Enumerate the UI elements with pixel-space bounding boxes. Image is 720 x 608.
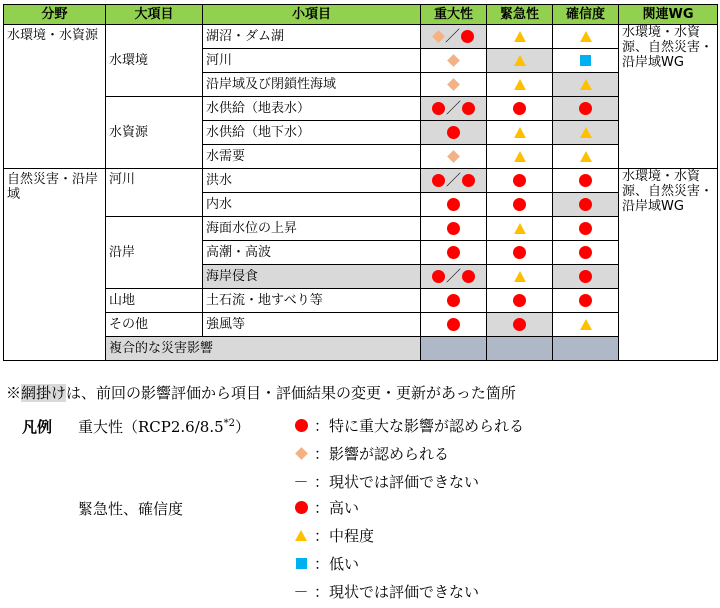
compound-disaster-cell: 複合的な災害影響 — [106, 337, 421, 361]
diamond-icon — [432, 30, 445, 43]
severity-cell — [421, 289, 487, 313]
item-cell: 洪水 — [203, 169, 421, 193]
dash-icon: － — [293, 582, 309, 601]
confidence-cell — [553, 121, 619, 145]
field-water: 水環境・水資源 — [4, 25, 106, 169]
urgency-cell — [487, 313, 553, 337]
related-wg-disaster: 水環境・水資源、自然災害・沿岸域WG — [619, 169, 718, 361]
red-circle-icon — [579, 222, 592, 235]
diamond-icon — [447, 150, 460, 163]
item-cell: 湖沼・ダム湖 — [203, 25, 421, 49]
field-disaster: 自然災害・沿岸域 — [4, 169, 106, 361]
red-circle-icon — [447, 294, 460, 307]
category-river: 河川 — [106, 169, 203, 217]
confidence-cell — [553, 169, 619, 193]
severity-cell — [421, 313, 487, 337]
related-wg-water: 水環境・水資源、自然災害・沿岸域WG — [619, 25, 718, 169]
slash-separator: ／ — [444, 27, 460, 45]
category-water-res: 水資源 — [106, 97, 203, 169]
item-cell: 河川 — [203, 49, 421, 73]
confidence-cell — [553, 265, 619, 289]
confidence-cell — [553, 73, 619, 97]
red-circle-icon — [579, 246, 592, 259]
triangle-icon — [514, 151, 526, 162]
table-row — [4, 337, 718, 361]
item-cell: 海岸侵食 — [203, 265, 421, 289]
triangle-icon — [514, 127, 526, 138]
item-cell: 海面水位の上昇 — [203, 217, 421, 241]
item-cell: 水供給（地表水） — [203, 97, 421, 121]
confidence-cell — [553, 145, 619, 169]
red-circle-icon — [462, 174, 475, 187]
red-circle-icon — [579, 294, 592, 307]
severity-cell — [421, 49, 487, 73]
red-circle-icon — [295, 501, 308, 514]
header-row — [4, 5, 718, 25]
diamond-icon — [447, 54, 460, 67]
header-confidence: 確信度 — [553, 5, 619, 25]
legend-row — [290, 470, 479, 492]
red-circle-icon — [447, 198, 460, 211]
red-circle-icon — [513, 198, 526, 211]
red-circle-icon — [447, 222, 460, 235]
urgency-cell — [487, 145, 553, 169]
red-circle-icon — [579, 198, 592, 211]
legend-text: ：低い — [314, 554, 360, 573]
triangle-icon — [514, 55, 526, 66]
confidence-cell — [553, 193, 619, 217]
severity-label-close: ） — [235, 418, 251, 436]
legend-severity-label — [78, 416, 250, 437]
legend-urgency-label: 緊急性、確信度 — [78, 500, 184, 518]
urgency-cell — [487, 265, 553, 289]
item-cell: 水需要 — [203, 145, 421, 169]
change-note — [6, 382, 516, 403]
table-row — [4, 217, 718, 241]
item-cell: 水供給（地下水） — [203, 121, 421, 145]
header-field: 分野 — [4, 5, 106, 25]
urgency-cell — [487, 169, 553, 193]
triangle-icon — [514, 223, 526, 234]
category-mountain: 山地 — [106, 289, 203, 313]
legend-text: ：高い — [314, 498, 360, 517]
severity-cell — [421, 265, 487, 289]
red-circle-icon — [447, 126, 460, 139]
severity-label-text: 重大性（RCP2.6/8.5 — [78, 418, 224, 436]
urgency-cell — [487, 241, 553, 265]
legend-text: ：影響が認められる — [314, 444, 450, 463]
category-coast: 沿岸 — [106, 217, 203, 289]
legend-row — [290, 524, 374, 546]
red-circle-icon — [579, 174, 592, 187]
red-circle-icon — [461, 30, 474, 43]
urgency-cell — [487, 73, 553, 97]
table-row — [4, 25, 718, 49]
legend-text: ：現状では評価できない — [314, 472, 480, 491]
severity-cell — [421, 121, 487, 145]
triangle-icon — [514, 271, 526, 282]
confidence-cell — [553, 241, 619, 265]
legend — [0, 404, 720, 604]
urgency-cell — [487, 121, 553, 145]
red-circle-icon — [432, 174, 445, 187]
blue-square-icon — [296, 558, 307, 569]
severity-cell — [421, 241, 487, 265]
red-circle-icon — [513, 294, 526, 307]
red-circle-icon — [432, 270, 445, 283]
red-circle-icon — [462, 270, 475, 283]
urgency-cell — [487, 49, 553, 73]
impact-assessment-table — [3, 4, 718, 361]
severity-cell — [421, 193, 487, 217]
urgency-cell — [487, 337, 553, 361]
red-circle-icon — [513, 102, 526, 115]
red-circle-icon — [447, 246, 460, 259]
triangle-icon — [514, 79, 526, 90]
confidence-cell — [553, 337, 619, 361]
slash-separator: ／ — [445, 99, 461, 117]
item-cell: 土石流・地すべり等 — [203, 289, 421, 313]
triangle-icon — [580, 31, 592, 42]
severity-footnote: *2 — [223, 418, 236, 429]
red-circle-icon — [579, 270, 592, 283]
category-water-env: 水環境 — [106, 25, 203, 97]
note-prefix: ※ — [6, 384, 22, 402]
severity-cell — [421, 145, 487, 169]
item-cell: 内水 — [203, 193, 421, 217]
confidence-cell — [553, 97, 619, 121]
red-circle-icon — [462, 102, 475, 115]
legend-row — [290, 580, 479, 602]
note-highlight: 網掛け — [21, 384, 67, 402]
header-urgency: 緊急性 — [487, 5, 553, 25]
header-severity: 重大性 — [421, 5, 487, 25]
red-circle-icon — [295, 419, 308, 432]
triangle-icon — [580, 127, 592, 138]
item-cell: 高潮・高波 — [203, 241, 421, 265]
triangle-icon — [514, 31, 526, 42]
red-circle-icon — [447, 318, 460, 331]
header-item: 小項目 — [203, 5, 421, 25]
slash-separator: ／ — [445, 267, 461, 285]
triangle-icon — [580, 319, 592, 330]
note-text: は、前回の影響評価から項目・評価結果の変更・更新があった箇所 — [66, 384, 516, 402]
diamond-icon — [447, 78, 460, 91]
item-cell: 沿岸域及び閉鎖性海域 — [203, 73, 421, 97]
red-circle-icon — [432, 102, 445, 115]
confidence-cell — [553, 289, 619, 313]
legend-text: ：現状では評価できない — [314, 582, 480, 601]
confidence-cell — [553, 25, 619, 49]
header-related-wg: 関連WG — [619, 5, 718, 25]
legend-row — [290, 414, 524, 436]
severity-cell — [421, 73, 487, 97]
confidence-cell — [553, 313, 619, 337]
slash-separator: ／ — [445, 171, 461, 189]
confidence-cell — [553, 217, 619, 241]
table-row — [4, 97, 718, 121]
diamond-icon — [295, 447, 308, 460]
red-circle-icon — [513, 174, 526, 187]
triangle-icon — [295, 530, 307, 541]
severity-cell — [421, 169, 487, 193]
legend-title: 凡例 — [22, 418, 53, 436]
table-row — [4, 169, 718, 193]
legend-row — [290, 552, 359, 574]
urgency-cell — [487, 25, 553, 49]
item-cell: 強風等 — [203, 313, 421, 337]
legend-row — [290, 496, 359, 518]
urgency-cell — [487, 289, 553, 313]
severity-cell — [421, 337, 487, 361]
severity-cell — [421, 25, 487, 49]
table-row — [4, 289, 718, 313]
urgency-cell — [487, 97, 553, 121]
blue-square-icon — [580, 55, 591, 66]
header-category: 大項目 — [106, 5, 203, 25]
urgency-cell — [487, 193, 553, 217]
urgency-cell — [487, 217, 553, 241]
red-circle-icon — [513, 246, 526, 259]
table-row — [4, 313, 718, 337]
red-circle-icon — [513, 318, 526, 331]
legend-text: ：中程度 — [314, 526, 375, 545]
triangle-icon — [580, 151, 592, 162]
legend-text: ：特に重大な影響が認められる — [314, 416, 525, 435]
severity-cell — [421, 217, 487, 241]
triangle-icon — [580, 79, 592, 90]
red-circle-icon — [579, 102, 592, 115]
legend-row — [290, 442, 449, 464]
dash-icon: － — [293, 472, 309, 491]
severity-cell — [421, 97, 487, 121]
confidence-cell — [553, 49, 619, 73]
category-other: その他 — [106, 313, 203, 337]
